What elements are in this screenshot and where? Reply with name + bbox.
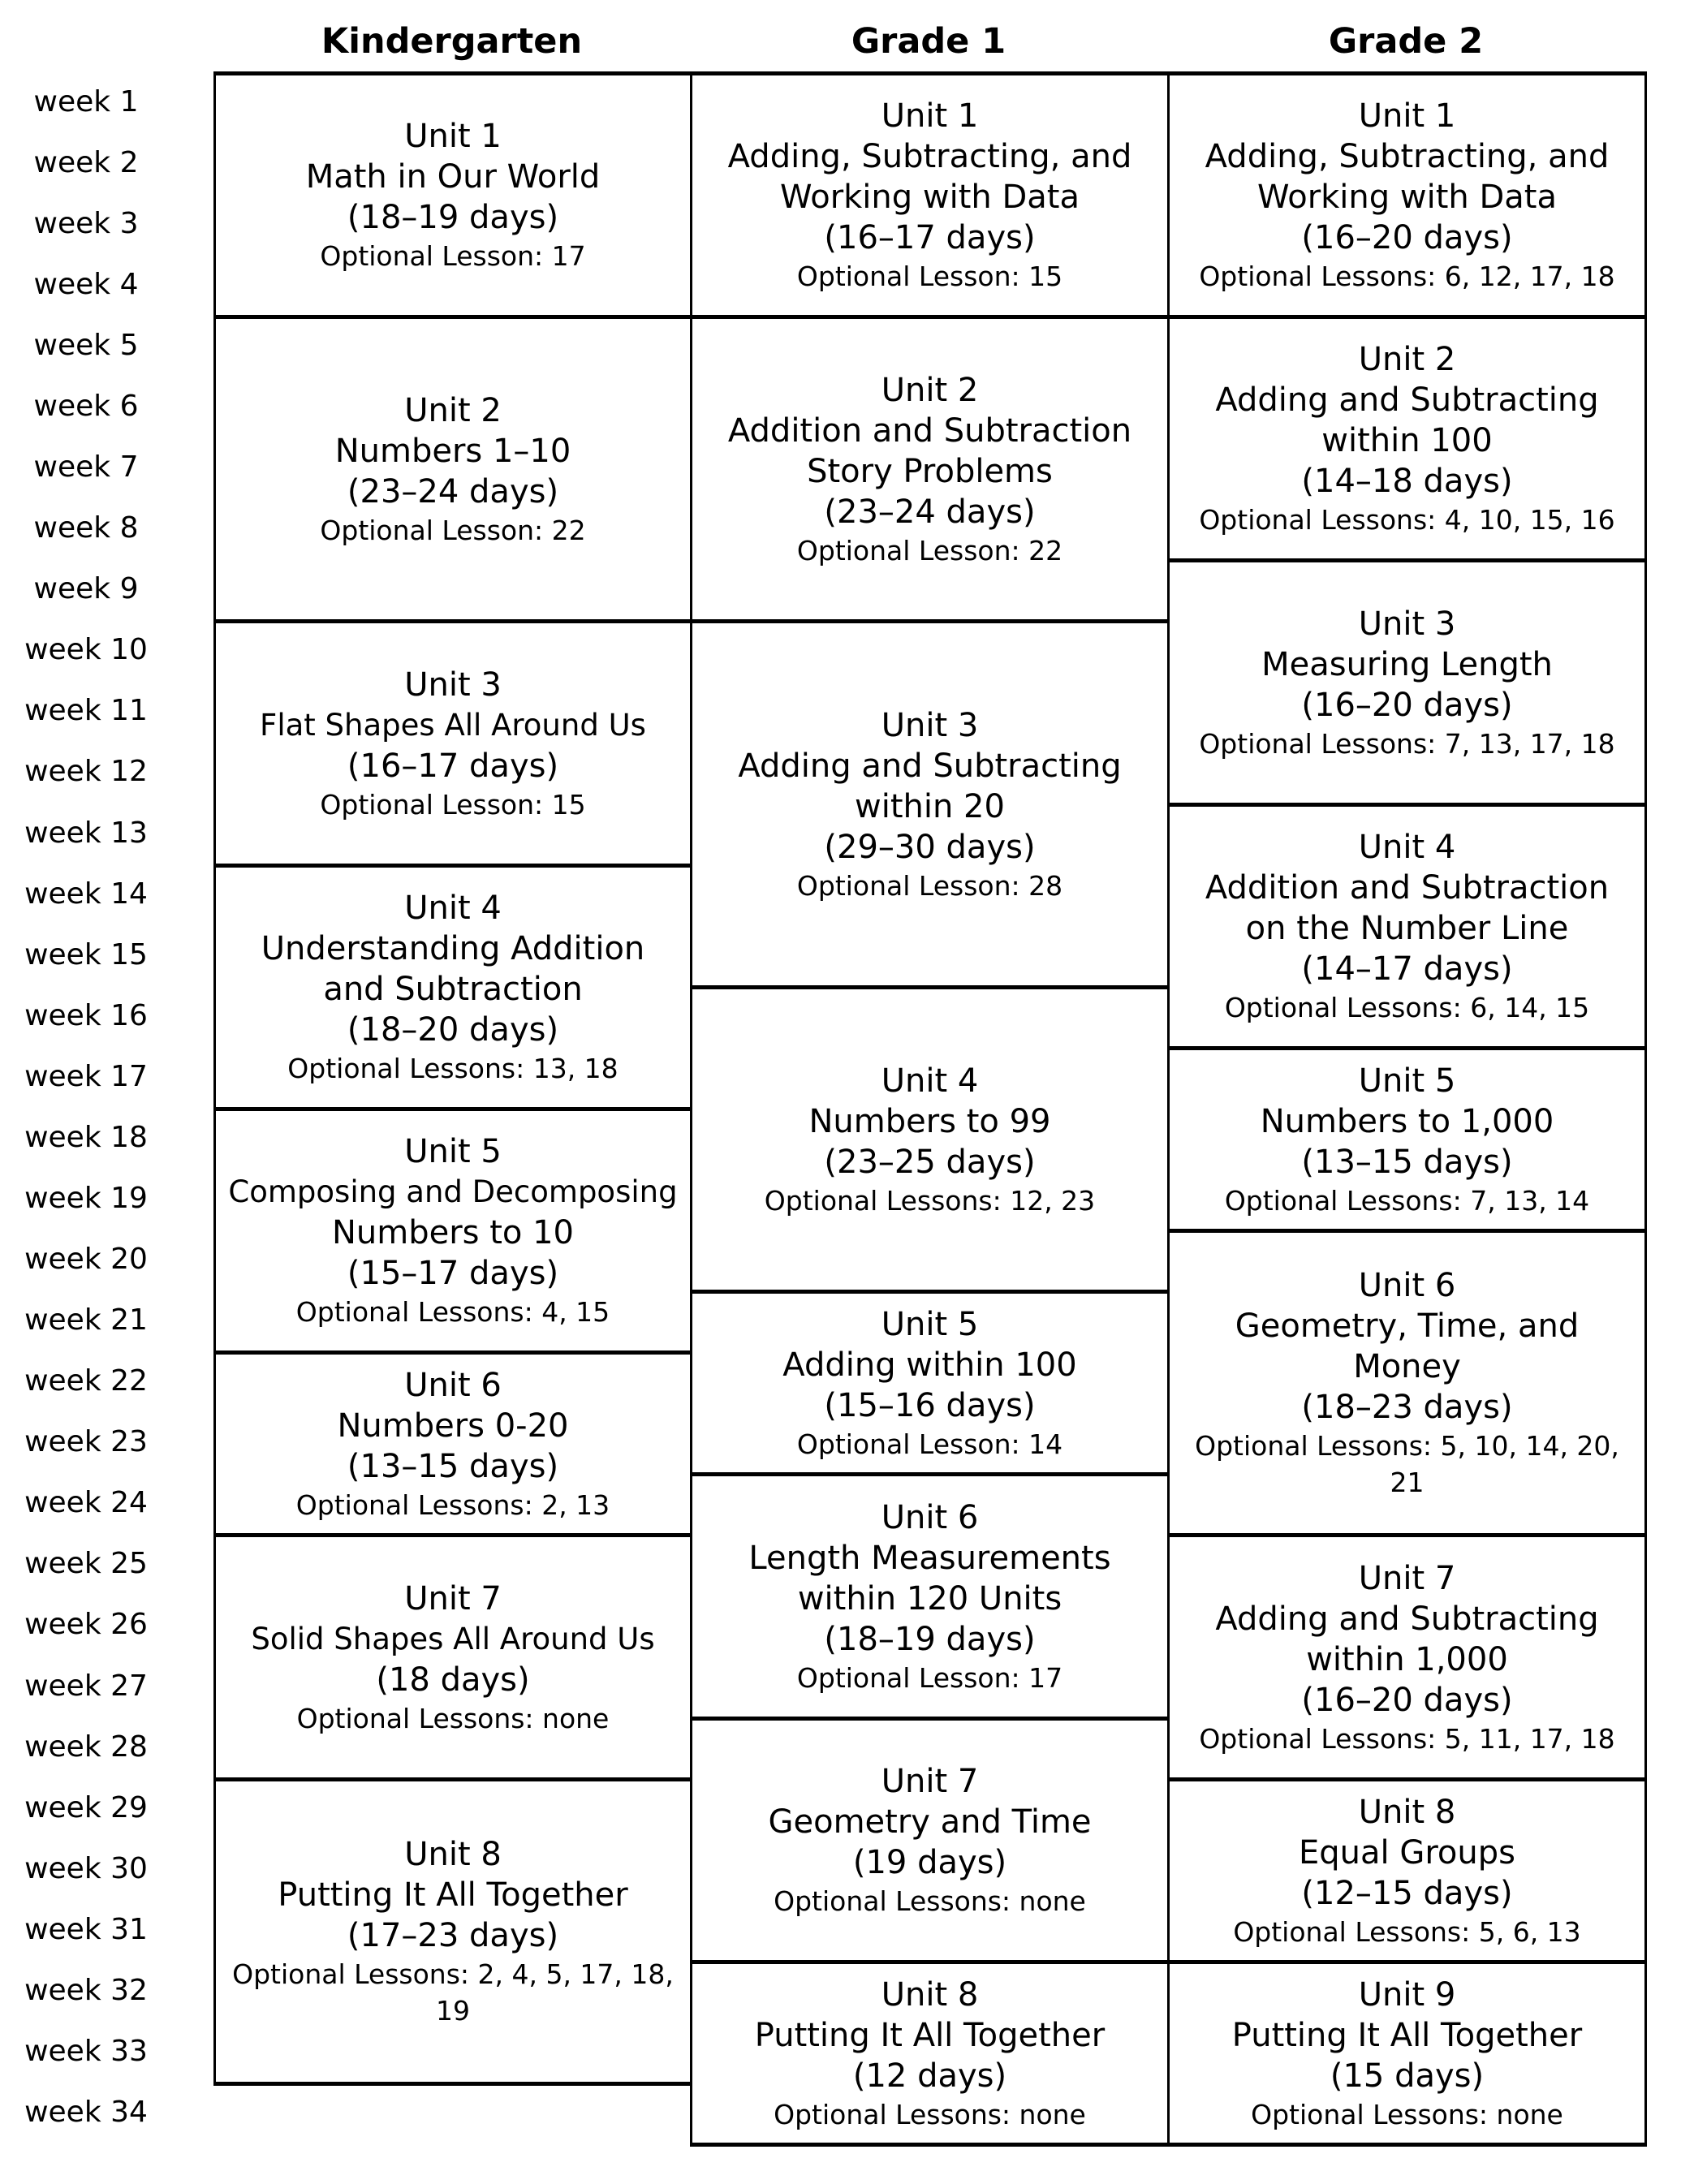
week-label: week 9 [33, 572, 139, 605]
optional-lessons: Optional Lessons: 2, 4, 5, 17, 18, 19 [232, 1958, 674, 2027]
column-header-grade-2: Grade 2 [1328, 21, 1484, 62]
unit-number: Unit 7 [404, 1579, 502, 1618]
optional-lessons: Optional Lesson: 22 [796, 534, 1063, 566]
optional-lessons: Optional Lessons: 6, 14, 15 [1224, 992, 1590, 1023]
week-label: week 23 [24, 1425, 148, 1458]
unit-title-line: on the Number Line [1245, 910, 1569, 947]
unit-number: Unit 2 [1358, 341, 1456, 378]
unit-number: Unit 7 [1358, 1559, 1456, 1597]
unit-cell [690, 315, 1170, 623]
optional-lessons: Optional Lesson: 15 [796, 261, 1063, 292]
unit-title-line: (29–30 days) [824, 828, 1036, 866]
unit-title-line: Measuring Length [1261, 645, 1553, 683]
unit-cell [213, 1107, 692, 1355]
unit-title-line: Numbers 0-20 [337, 1406, 569, 1445]
unit-number: Unit 5 [1358, 1062, 1456, 1100]
unit-title-line: within 100 [1321, 422, 1493, 459]
unit-title-line: (17–23 days) [347, 1917, 559, 1954]
optional-lessons: Optional Lesson: 14 [796, 1428, 1063, 1460]
week-label: week 12 [24, 755, 148, 788]
unit-cell [1167, 1046, 1647, 1233]
unit-title-line: Composing and Decomposing [228, 1174, 678, 1209]
unit-title-line: Geometry, Time, and [1235, 1307, 1580, 1345]
unit-title-line: Numbers to 1,000 [1260, 1102, 1554, 1140]
week-label: week 2 [33, 146, 139, 179]
column-header-grade-1: Grade 1 [851, 21, 1006, 62]
week-label: week 4 [33, 268, 139, 301]
unit-title-line: (23–25 days) [824, 1143, 1036, 1181]
unit-title-line: Story Problems [807, 452, 1053, 490]
unit-number: Unit 8 [1358, 1793, 1456, 1831]
unit-title-line: (14–18 days) [1301, 463, 1513, 500]
unit-title-line: Numbers 1–10 [334, 432, 571, 470]
unit-title-line: Understanding Addition [261, 930, 645, 967]
unit-number: Unit 3 [881, 706, 979, 744]
unit-number: Unit 2 [404, 391, 502, 429]
week-label: week 32 [24, 1974, 148, 2007]
unit-number: Unit 5 [404, 1133, 502, 1170]
unit-title-line: Numbers to 99 [808, 1102, 1051, 1140]
week-label: week 26 [24, 1608, 148, 1641]
week-label: week 24 [24, 1486, 148, 1519]
unit-cell [690, 71, 1170, 319]
unit-title-line: (16–17 days) [824, 219, 1036, 256]
unit-title-line: Numbers to 10 [331, 1214, 574, 1251]
unit-title-line: (15–17 days) [347, 1255, 559, 1292]
unit-cell [690, 619, 1170, 989]
unit-title-line: Putting It All Together [1231, 2016, 1583, 2054]
unit-title-line: and Subtraction [323, 971, 583, 1008]
unit-cell [213, 1777, 692, 2086]
unit-title-line: (12–15 days) [1301, 1874, 1513, 1912]
unit-number: Unit 7 [881, 1763, 979, 1800]
unit-number: Unit 6 [881, 1498, 979, 1536]
unit-title-line: Putting It All Together [278, 1876, 628, 1914]
optional-lessons: Optional Lesson: 17 [796, 1661, 1063, 1694]
unit-number: Unit 8 [881, 1975, 979, 2014]
week-label: week 34 [24, 2096, 148, 2129]
unit-title-line: Length Measurements [748, 1539, 1111, 1577]
unit-title-line: (16–20 days) [1301, 219, 1513, 256]
week-label: week 30 [24, 1852, 148, 1885]
unit-cell [690, 1717, 1170, 1964]
unit-title-line: (18 days) [376, 1661, 530, 1699]
unit-cell [1167, 558, 1647, 807]
unit-number: Unit 9 [1358, 1975, 1456, 2014]
week-label: week 18 [24, 1121, 148, 1154]
optional-lessons: Optional Lesson: 22 [320, 514, 586, 546]
week-label: week 14 [24, 877, 148, 911]
week-label: week 25 [24, 1547, 148, 1580]
unit-title-line: (23–24 days) [824, 493, 1036, 531]
week-label: week 20 [24, 1243, 148, 1276]
unit-cell [213, 1533, 692, 1781]
unit-number: Unit 4 [404, 890, 502, 927]
unit-title-line: (18–23 days) [1301, 1389, 1513, 1426]
week-label: week 19 [24, 1182, 148, 1215]
optional-lessons: Optional Lessons: 7, 13, 14 [1224, 1184, 1590, 1217]
unit-number: Unit 8 [404, 1836, 502, 1873]
week-label: week 21 [24, 1303, 148, 1337]
unit-number: Unit 4 [881, 1062, 979, 1100]
unit-title-line: Flat Shapes All Around Us [260, 707, 646, 743]
week-label: week 22 [24, 1364, 148, 1398]
unit-title-line: Adding and Subtracting [1215, 1600, 1599, 1638]
unit-cell [1167, 1229, 1647, 1537]
unit-number: Unit 5 [881, 1305, 979, 1343]
unit-title-line: (18–19 days) [347, 199, 559, 236]
unit-cell [1167, 1960, 1647, 2147]
unit-number: Unit 1 [1358, 97, 1456, 135]
unit-title-line: (13–15 days) [1301, 1143, 1513, 1181]
week-label: week 29 [24, 1791, 148, 1824]
optional-lessons: Optional Lessons: 5, 6, 13 [1233, 1915, 1581, 1948]
week-label: week 5 [33, 329, 139, 362]
unit-title-line: Adding, Subtracting, and [1205, 138, 1610, 175]
unit-number: Unit 6 [404, 1366, 502, 1404]
unit-title-line: Adding and Subtracting [738, 747, 1122, 785]
week-label: week 33 [24, 2035, 148, 2068]
unit-title-line: (19 days) [852, 1844, 1007, 1881]
week-label: week 15 [24, 938, 148, 971]
unit-cell [1167, 315, 1647, 562]
unit-title-line: (23–24 days) [347, 472, 559, 510]
unit-cell [1167, 803, 1647, 1050]
week-label: week 8 [33, 511, 139, 545]
unit-title-line: within 20 [855, 787, 1005, 825]
unit-number: Unit 2 [881, 371, 979, 409]
unit-title-line: Equal Groups [1299, 1833, 1515, 1872]
unit-title-line: Money [1353, 1348, 1461, 1385]
unit-cell [690, 1472, 1170, 1721]
optional-lessons: Optional Lessons: 7, 13, 17, 18 [1199, 727, 1615, 760]
unit-number: Unit 1 [404, 118, 502, 155]
unit-cell [213, 71, 692, 319]
unit-title-line: (16–20 days) [1301, 1681, 1513, 1719]
optional-lessons: Optional Lessons: 4, 10, 15, 16 [1199, 504, 1615, 536]
week-label: week 3 [33, 207, 139, 240]
optional-lessons: Optional Lessons: 12, 23 [764, 1184, 1096, 1217]
column-header-kindergarten: Kindergarten [321, 21, 583, 62]
optional-lessons: Optional Lesson: 15 [320, 788, 586, 821]
week-label: week 6 [33, 390, 139, 423]
optional-lessons: Optional Lessons: 5, 10, 14, 20, 21 [1195, 1430, 1619, 1498]
unit-title-line: (18–20 days) [347, 1011, 559, 1049]
week-label: week 11 [24, 694, 148, 727]
unit-title-line: Adding and Subtracting [1215, 381, 1599, 419]
unit-cell [690, 1290, 1170, 1476]
unit-number: Unit 3 [1358, 605, 1456, 643]
week-label: week 7 [33, 450, 139, 484]
unit-cell [1167, 1533, 1647, 1781]
unit-cell [213, 1350, 692, 1537]
optional-lessons: Optional Lessons: 4, 15 [295, 1296, 610, 1328]
unit-title-line: (13–15 days) [347, 1447, 559, 1485]
unit-cell [213, 619, 692, 868]
unit-cell [1167, 1777, 1647, 1964]
week-label: week 16 [24, 999, 148, 1032]
week-label: week 17 [24, 1060, 148, 1093]
unit-title-line: Putting It All Together [754, 2016, 1106, 2054]
optional-lessons: Optional Lessons: 5, 11, 17, 18 [1199, 1722, 1615, 1755]
unit-title-line: (15–16 days) [824, 1386, 1036, 1424]
unit-title-line: (14–17 days) [1301, 950, 1513, 988]
unit-title-line: (12 days) [852, 2057, 1007, 2095]
unit-title-line: within 1,000 [1306, 1640, 1508, 1678]
optional-lessons: Optional Lessons: none [1251, 2098, 1563, 2130]
unit-cell [1167, 71, 1647, 319]
optional-lessons: Optional Lesson: 28 [796, 869, 1063, 902]
optional-lessons: Optional Lessons: none [296, 1702, 610, 1734]
week-label: week 31 [24, 1913, 148, 1946]
optional-lessons: Optional Lessons: 2, 13 [295, 1488, 610, 1521]
week-label: week 13 [24, 816, 148, 850]
week-label: week 27 [24, 1669, 148, 1703]
unit-title-line: Addition and Subtraction [1205, 869, 1610, 907]
optional-lessons: Optional Lesson: 17 [320, 240, 586, 272]
unit-title-line: Adding, Subtracting, and [727, 138, 1132, 175]
unit-title-line: Addition and Subtraction [727, 411, 1132, 450]
unit-title-line: Solid Shapes All Around Us [251, 1621, 655, 1656]
unit-title-line: (16–20 days) [1301, 686, 1513, 724]
unit-title-line: Math in Our World [305, 158, 601, 196]
unit-title-line: Working with Data [780, 179, 1080, 216]
unit-number: Unit 4 [1358, 829, 1456, 866]
unit-number: Unit 1 [881, 97, 979, 135]
week-label: week 28 [24, 1730, 148, 1764]
optional-lessons: Optional Lessons: none [774, 2098, 1086, 2130]
unit-title-line: within 120 Units [797, 1579, 1062, 1618]
week-label: week 1 [33, 85, 139, 118]
unit-title-line: Adding within 100 [782, 1346, 1077, 1384]
unit-title-line: (16–17 days) [347, 747, 559, 785]
optional-lessons: Optional Lessons: 13, 18 [287, 1053, 619, 1084]
unit-number: Unit 6 [1358, 1267, 1456, 1304]
optional-lessons: Optional Lessons: none [774, 1885, 1086, 1917]
unit-cell [213, 315, 692, 623]
unit-title-line: Geometry and Time [768, 1803, 1092, 1841]
unit-title-line: (15 days) [1330, 2057, 1485, 2095]
unit-cell [213, 864, 692, 1111]
unit-cell [690, 1960, 1170, 2147]
unit-number: Unit 3 [404, 666, 502, 704]
week-label: week 10 [24, 633, 148, 666]
unit-title-line: (18–19 days) [824, 1620, 1036, 1658]
unit-cell [690, 985, 1170, 1294]
unit-title-line: Working with Data [1257, 179, 1557, 216]
optional-lessons: Optional Lessons: 6, 12, 17, 18 [1199, 261, 1615, 292]
